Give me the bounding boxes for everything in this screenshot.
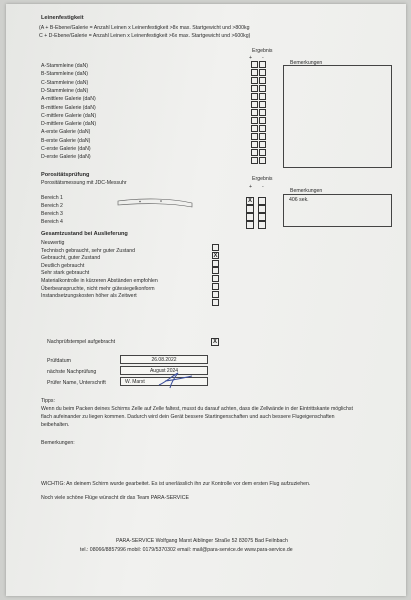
- tips-title: Tipps:: [41, 398, 55, 404]
- remarks-box-leinen[interactable]: [283, 65, 392, 168]
- leinen-plus-cell[interactable]: [251, 149, 258, 156]
- bemerkungen-header-2: Bemerkungen: [290, 188, 323, 194]
- leinen-row-label: C-Stammleine (daN): [41, 79, 89, 86]
- rule-text-1: (A + B-Ebene/Galerie = Anzahl Leinen x Leinenfestigkeit >8x max. Startgewicht und >800kg: [39, 25, 250, 31]
- leinen-minus-cell[interactable]: [259, 109, 266, 116]
- remarks-box-porosity[interactable]: [283, 194, 392, 227]
- porosity-plus-checkbox-2[interactable]: [246, 205, 254, 213]
- leinen-plus-cell[interactable]: [251, 85, 258, 92]
- pruefdatum-label: Prüfdatum: [47, 358, 71, 364]
- overall-check-cell[interactable]: X: [213, 252, 218, 259]
- stamp-label: Nachprüfstempel aufgebracht: [47, 339, 116, 345]
- section-title-porosity: Porositätsprüfung: [41, 172, 90, 178]
- leinen-row-label: C-mittlere Galerie (daN): [41, 112, 97, 119]
- porosity-minus-checkbox[interactable]: [258, 197, 266, 205]
- leinen-plus-cell[interactable]: [251, 101, 258, 108]
- bemerkungen-header: Bemerkungen: [290, 60, 323, 66]
- leinen-plus-cell[interactable]: [251, 157, 258, 164]
- ergebnis-label-2: Ergebnis: [252, 176, 273, 182]
- leinen-row-label: A-erste Galerie (daN): [41, 129, 91, 136]
- porosity-remark-value: 406 sek.: [289, 197, 309, 203]
- leinen-minus-cell[interactable]: [259, 149, 266, 156]
- stamp-checkbox[interactable]: X: [212, 339, 217, 345]
- leinen-plus-cell[interactable]: [251, 141, 258, 148]
- overall-check-cell[interactable]: [212, 275, 219, 282]
- leinen-row-label: D-erste Galerie (daN): [41, 154, 91, 161]
- pruefdatum-field[interactable]: 26.08.2022: [120, 355, 208, 364]
- leinen-row-label: C-erste Galerie (daN): [41, 146, 91, 152]
- leinen-plus-cell[interactable]: [251, 117, 258, 124]
- porosity-row-label: Bereich 3: [41, 211, 63, 217]
- overall-row-label: Materialkontrolle in kürzeren Abständen empfohlen: [41, 278, 158, 284]
- leinen-minus-cell[interactable]: [259, 117, 266, 124]
- porosity-row-label: Bereich 1: [41, 195, 63, 201]
- leinen-minus-cell[interactable]: [259, 85, 266, 92]
- overall-row-label: Technisch gebraucht, sehr guter Zustand: [41, 247, 136, 254]
- overall-check-cell[interactable]: [212, 299, 219, 306]
- overall-row-label: Sehr stark gebraucht: [41, 270, 90, 277]
- overall-row-label: Überbeanspruchte, nicht mehr gütesiegelkonform: [41, 285, 155, 292]
- overall-check-cell[interactable]: [212, 244, 219, 251]
- overall-check-cell[interactable]: [212, 291, 219, 298]
- overall-row-label: Neuwertig: [41, 240, 65, 246]
- plus-label-2: +: [249, 184, 253, 190]
- leinen-minus-cell[interactable]: [259, 61, 266, 68]
- overall-check-cell[interactable]: [212, 283, 219, 290]
- minus-label: -: [262, 55, 264, 61]
- tips-line-2: flach aufeinander zu liegen kommen. Dadurch wird dein Gerät bessere Startingenschaften und auch bessere Flugeigenschaften: [41, 414, 335, 420]
- porosity-plus-checkbox-4[interactable]: [246, 221, 254, 229]
- overall-row-label: Gebraucht, guter Zustand: [41, 255, 101, 262]
- ergebnis-label: Ergebnis: [252, 48, 273, 54]
- porosity-subtitle: Porositätsmessung mit JDC-Messuhr: [41, 180, 127, 186]
- plus-label: +: [249, 55, 253, 61]
- leinen-minus-cell[interactable]: [259, 69, 266, 76]
- naechste-field[interactable]: August 2024: [120, 366, 208, 375]
- porosity-row-label: Bereich 2: [41, 203, 63, 209]
- overall-check-cell[interactable]: [212, 260, 219, 267]
- porosity-plus-checkbox[interactable]: X: [247, 198, 252, 204]
- section-title-leinen: Leinenfestigkeit: [41, 15, 84, 21]
- leinen-minus-cell[interactable]: [259, 141, 266, 148]
- leinen-plus-cell[interactable]: [251, 125, 258, 132]
- bemerkungen-label: Bemerkungen:: [41, 440, 75, 446]
- leinen-plus-cell[interactable]: [251, 77, 258, 84]
- document-page: [6, 4, 406, 596]
- leinen-plus-cell[interactable]: [251, 61, 258, 68]
- leinen-row-label: B-erste Galerie (daN): [41, 137, 91, 144]
- footer-line-2: tel.: 08066/8857996 mobil: 0179/5370302 email: mail@para-service.de www.para-service.de: [80, 547, 293, 553]
- leinen-row-label: B-Stammleine (daN): [41, 71, 88, 78]
- leinen-minus-cell[interactable]: [259, 157, 266, 164]
- leinen-row-label: D-Stammleine (daN): [41, 87, 89, 94]
- leinen-plus-cell[interactable]: [251, 109, 258, 116]
- greeting-text: Noch viele schöne Flüge wünscht dir das Team PARA-SERVICE: [41, 495, 189, 501]
- tips-line-3: beibehalten.: [41, 422, 70, 428]
- section-title-overall: Gesamtzustand bei Auslieferung: [41, 231, 128, 237]
- signature-icon: [156, 370, 196, 390]
- rule-text-2: C + D-Ebene/Galerie = Anzahl Leinen x Leinenfestigkeit >6x max. Startgewicht und >600kg): [39, 33, 251, 39]
- leinen-row-label: A-Stammleine (daN): [41, 63, 88, 69]
- leinen-plus-cell[interactable]: [251, 133, 258, 140]
- leinen-plus-cell[interactable]: [251, 69, 258, 76]
- porosity-row-label: Bereich 4: [41, 219, 63, 225]
- leinen-row-label: B-mittlere Galerie (daN): [41, 104, 96, 111]
- leinen-plus-cell[interactable]: [251, 93, 258, 100]
- porosity-minus-checkbox-2[interactable]: [258, 205, 266, 213]
- leinen-minus-cell[interactable]: [259, 101, 266, 108]
- tips-line-1: Wenn du beim Packen deines Schirms Zelle auf Zelle faltest, musst du darauf achten, dass die Zellwände in der Eintrittskante möglichst: [41, 406, 353, 412]
- leinen-minus-cell[interactable]: [259, 133, 266, 140]
- warning-text: WICHTIG: An deinem Schirm wurde gearbeitet. Es ist unerlässlich ihn zur Kontrolle vor dem ersten Flug aufzuziehen.: [41, 481, 311, 487]
- overall-check-cell[interactable]: [212, 267, 219, 274]
- porosity-minus-checkbox-4[interactable]: [258, 221, 266, 229]
- naechste-label: nächste Nachprüfung: [47, 369, 97, 375]
- wing-diagram: [116, 196, 194, 214]
- leinen-minus-cell[interactable]: [259, 77, 266, 84]
- leinen-row-label: D-mittlere Galerie (daN): [41, 121, 97, 128]
- pruefer-label: Prüfer Name, Unterschrift: [47, 380, 106, 386]
- pruefer-field[interactable]: W. Marxt: [120, 377, 208, 386]
- porosity-minus-checkbox-3[interactable]: [258, 213, 266, 221]
- porosity-plus-checkbox-3[interactable]: [246, 213, 254, 221]
- leinen-row-label: A-mittlere Galerie (daN): [41, 96, 96, 103]
- leinen-minus-cell[interactable]: [259, 125, 266, 132]
- minus-label-2: -: [262, 184, 264, 190]
- overall-row-label: Instandsetzungskosten höher als Zeitwert: [41, 293, 137, 300]
- footer-line-1: PARA-SERVICE Wolfgang Marxt Aiblinger Straße 52 83075 Bad Feilnbach: [116, 538, 288, 544]
- overall-row-label: Deutlich gebraucht: [41, 262, 85, 269]
- leinen-minus-cell[interactable]: [259, 93, 266, 100]
